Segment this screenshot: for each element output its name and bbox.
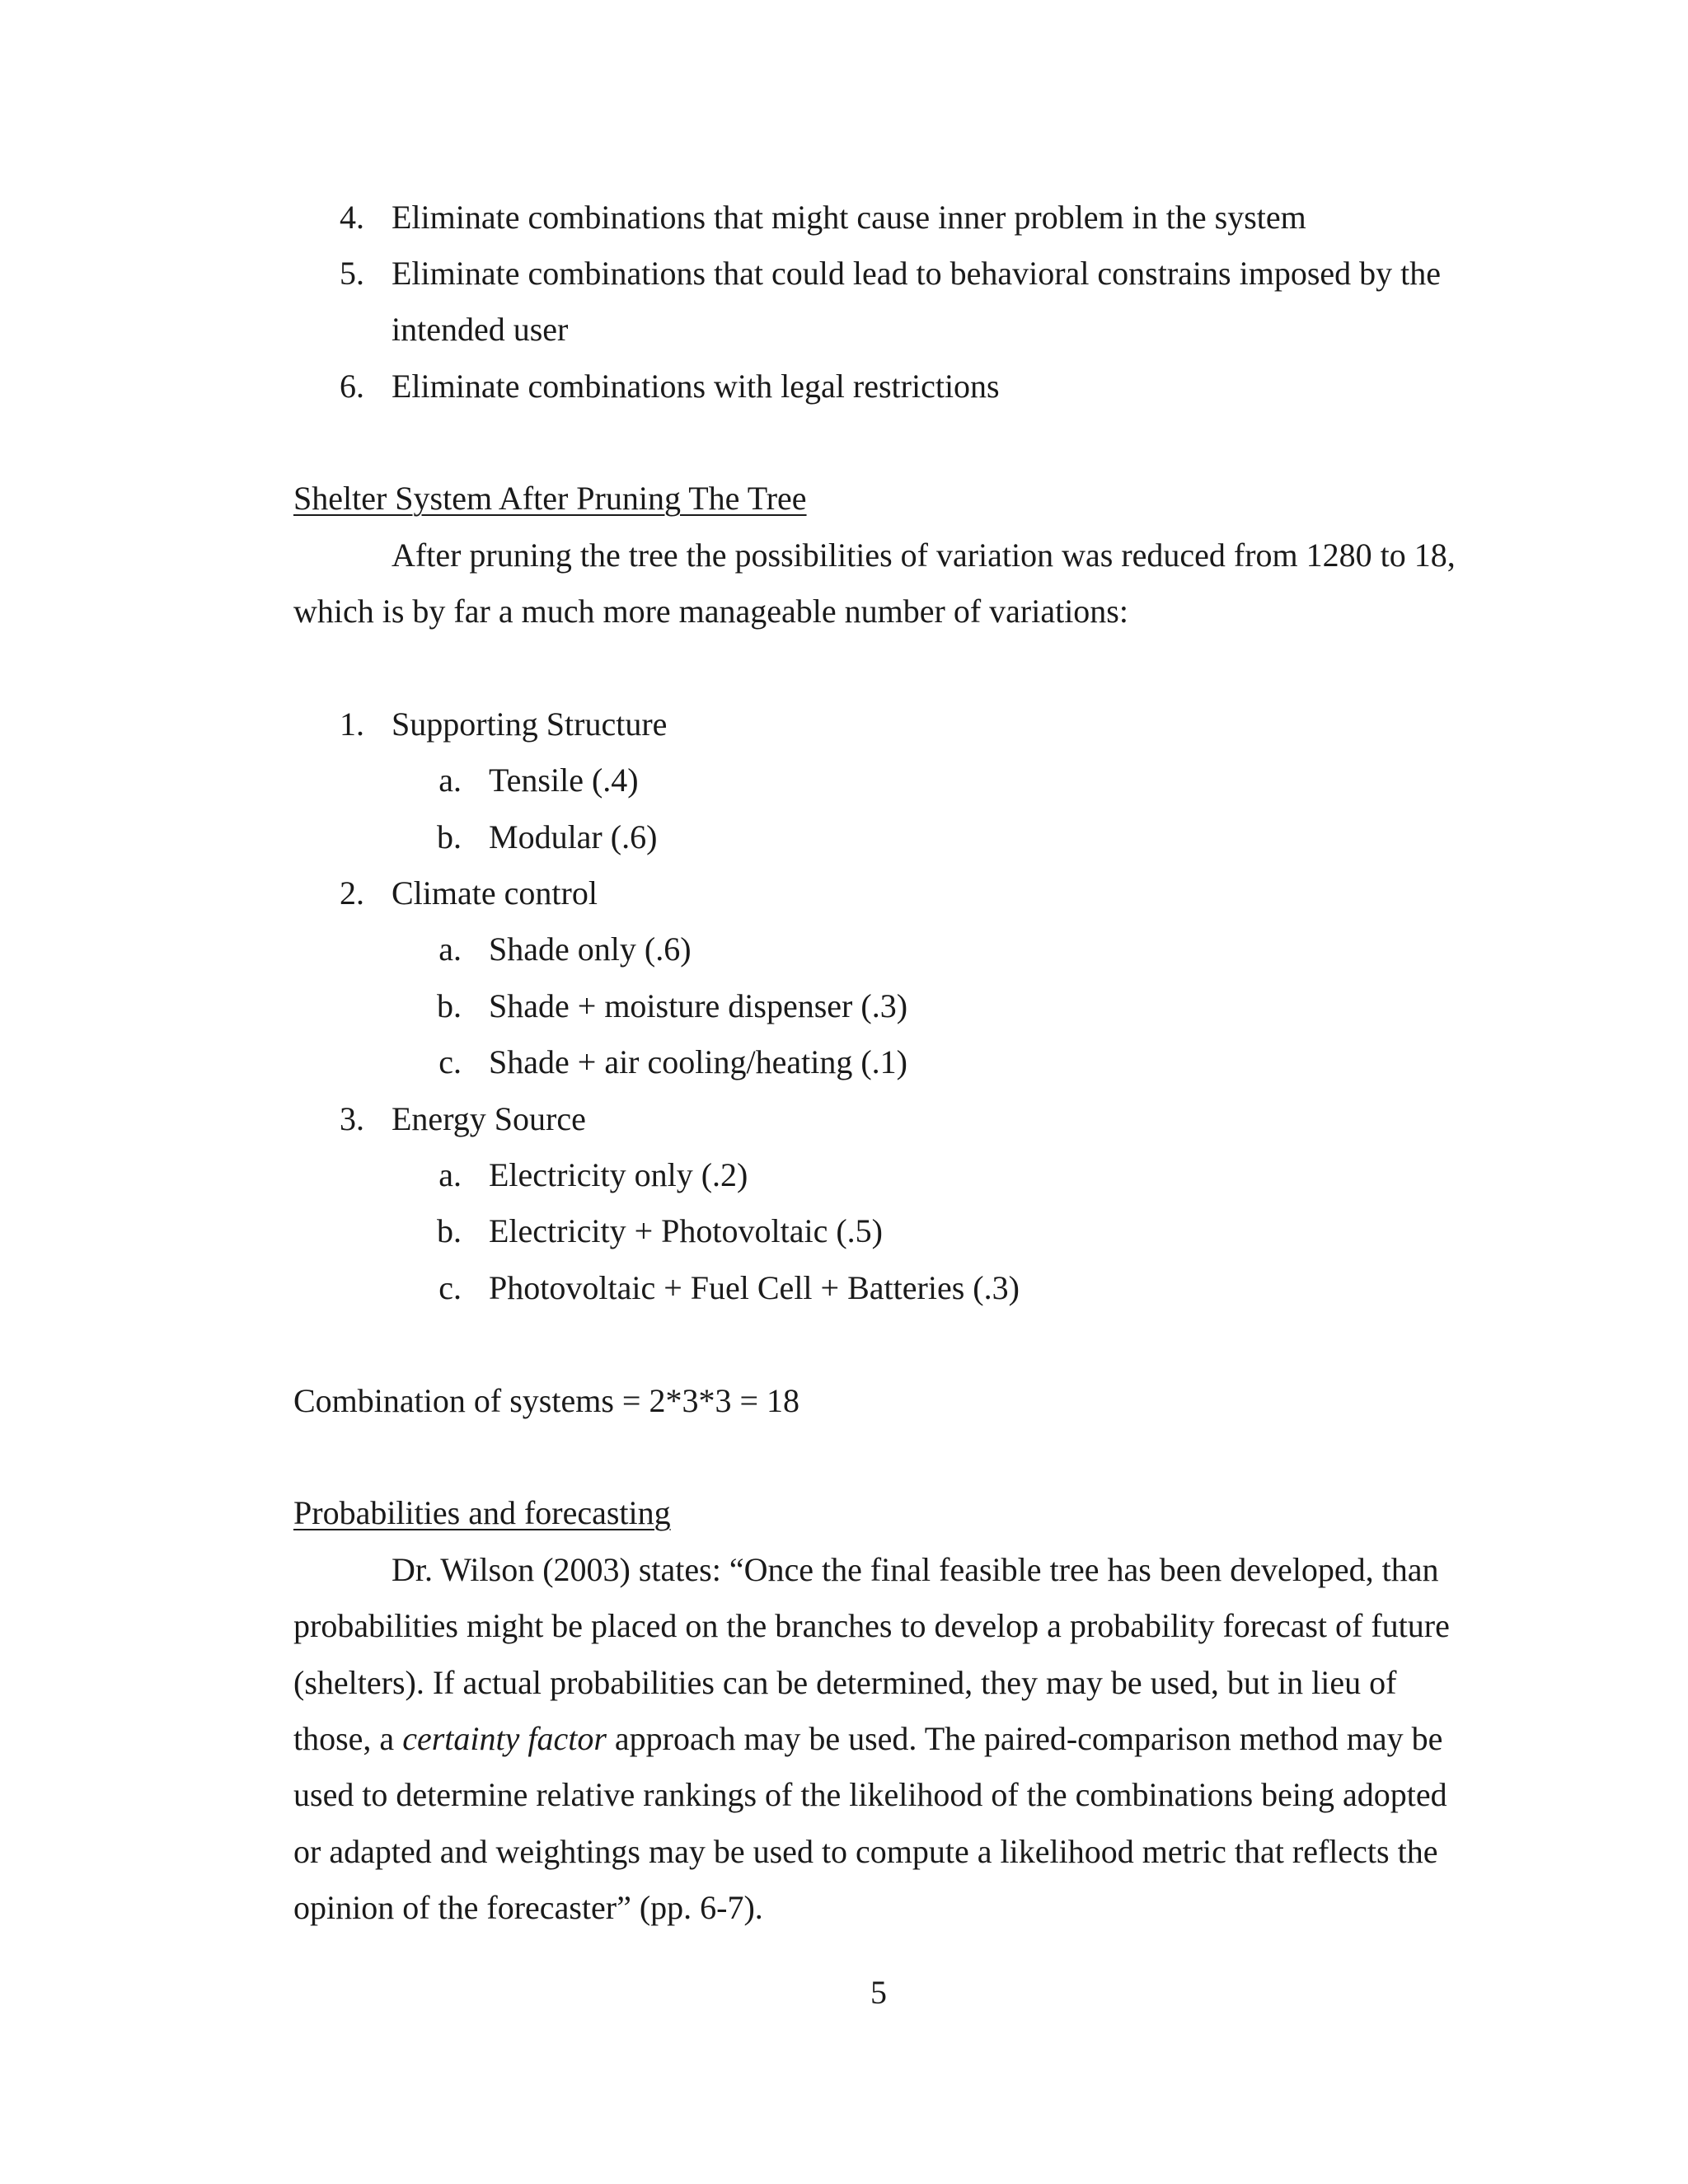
page-number: 5 [870,1974,887,2011]
outline-number: 2. [340,874,364,912]
list-item: Eliminate combinations with legal restrictions [392,368,1000,405]
paragraph-line: probabilities might be placed on the branches to develop a probability forecast of future [293,1607,1450,1644]
outline-number: 3. [340,1100,364,1137]
list-number: 6. [340,368,364,405]
outline-subitem: Shade + air cooling/heating (.1) [489,1043,907,1080]
outline-subitem: Electricity only (.2) [489,1156,748,1193]
outline-letter: b. [437,1212,462,1249]
paragraph-line: Dr. Wilson (2003) states: “Once the final feasible tree has been developed, than [392,1551,1439,1588]
outline-subitem: Shade only (.6) [489,930,692,968]
section-heading: Shelter System After Pruning The Tree [293,480,807,517]
combination-formula: Combination of systems = 2*3*3 = 18 [293,1382,800,1419]
list-item: Eliminate combinations that might cause inner problem in the system [392,199,1306,236]
outline-letter: c. [438,1269,462,1306]
paragraph-line: or adapted and weightings may be used to compute a likelihood metric that reflects the [293,1833,1438,1870]
outline-letter: a. [438,930,462,968]
paragraph-line: used to determine relative rankings of the likelihood of the combinations being adopted [293,1776,1447,1813]
paragraph-line: After pruning the tree the possibilities of variation was reduced from 1280 to 18, [392,537,1456,574]
text-run: those, a [293,1720,403,1757]
outline-letter: c. [438,1043,462,1080]
section-heading: Probabilities and forecasting [293,1494,671,1531]
outline-subitem: Modular (.6) [489,818,658,855]
paragraph-line: opinion of the forecaster” (pp. 6-7). [293,1889,763,1926]
outline-item: Energy Source [392,1100,586,1137]
outline-letter: a. [438,762,462,799]
paragraph-line: (shelters). If actual probabilities can be determined, they may be used, but in lieu of [293,1664,1397,1701]
outline-subitem: Photovoltaic + Fuel Cell + Batteries (.3) [489,1269,1020,1306]
outline-subitem: Tensile (.4) [489,762,639,799]
list-number: 4. [340,199,364,236]
outline-subitem: Shade + moisture dispenser (.3) [489,987,908,1024]
list-number: 5. [340,255,364,292]
emphasis-text: certainty factor [402,1720,607,1757]
list-item-continuation: intended user [392,311,569,348]
outline-subitem: Electricity + Photovoltaic (.5) [489,1212,883,1249]
paragraph-line [293,1722,1442,1755]
outline-letter: b. [437,987,462,1024]
list-item: Eliminate combinations that could lead to behavioral constrains imposed by the [392,255,1442,292]
outline-letter: a. [438,1156,462,1193]
outline-letter: b. [437,818,462,855]
text-run: approach may be used. The paired-comparison method may be [606,1720,1443,1757]
paragraph-line: which is by far a much more manageable number of variations: [293,593,1128,630]
outline-item: Climate control [392,874,598,912]
outline-number: 1. [340,705,364,743]
outline-item: Supporting Structure [392,705,668,743]
